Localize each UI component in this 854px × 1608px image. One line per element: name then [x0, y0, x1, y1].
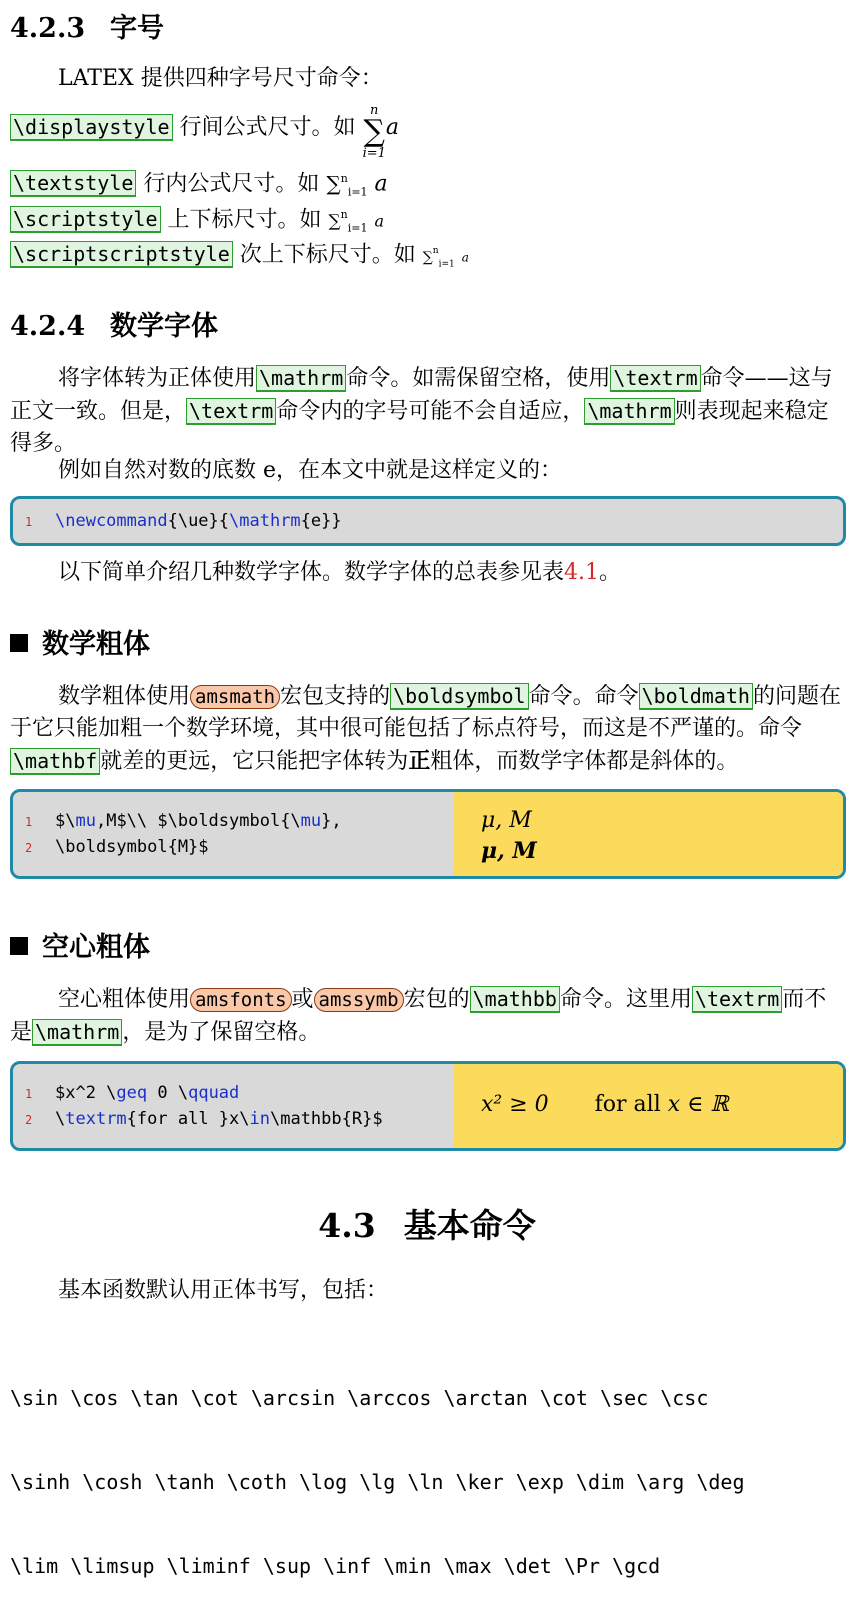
size-desc: 次上下标尺寸。如	[239, 242, 416, 268]
command-code: \scriptscriptstyle	[10, 241, 233, 268]
package-tag: amssymb	[314, 988, 404, 1012]
table-ref-link[interactable]: 4.1	[564, 560, 600, 585]
function-list	[10, 1328, 745, 1608]
section-title: 字号	[110, 13, 164, 44]
code-listing-boldsymbol	[10, 789, 846, 879]
section-number: 4.2.4	[10, 311, 86, 342]
command-code: \textrm	[610, 365, 700, 392]
command-code: \scriptstyle	[10, 206, 161, 233]
paragraph-fonts-intro: 以下简单介绍几种数学字体。数学字体的总表参见表4.1。	[58, 560, 622, 585]
rendered-output: x² ≥ 0 for all x ∈ ℝ	[453, 1064, 843, 1148]
code-line: 1 \newcommand{\ue}{\mathrm{e}}	[13, 499, 843, 535]
command-code: \mathrm	[32, 1019, 122, 1046]
paragraph-bold: 数学粗体使用 amsmath 宏包支持的 \boldsymbol 命令。命令 \boldmath 的问题在于它只能加粗一个数学环境，其中很可能包括了标点符号，而这是不严谨的。命令\mathbf 就差的更远，它只能把字体转为正粗体，而数学字体都是斜体的。	[10, 684, 841, 774]
display-sum-sample: n ∑ i=1	[362, 103, 386, 161]
size-item-scriptscript: \scriptscriptstyle 次上下标尺寸。如 ∑$^n_{i=1}$ a	[10, 235, 844, 281]
paragraph-basic-functions: 基本函数默认用正体书写，包括：	[58, 1278, 389, 1303]
code-listing-newcommand	[10, 496, 846, 546]
size-item-text: \textstyle 行内公式尺寸。如 ∑$^n_{i=1}$ a	[10, 163, 844, 209]
size-desc: 行内公式尺寸。如	[143, 171, 320, 197]
code-line: 2 \boldsymbol{M}$	[25, 837, 209, 857]
command-code: \textstyle	[10, 170, 136, 197]
intro-text: 提供四种字号尺寸命令：	[140, 66, 383, 91]
code-line: 1 $\mu,M$\\ $\boldsymbol{\mu},	[25, 811, 342, 831]
square-bullet-icon	[10, 937, 28, 955]
subsection-blackboard: 空心粗体	[10, 925, 150, 964]
section-number: 4.3	[318, 1206, 376, 1245]
size-desc: 上下标尺寸。如	[167, 207, 322, 233]
square-bullet-icon	[10, 634, 28, 652]
intro-paragraph	[58, 63, 854, 95]
size-item-script: \scriptstyle 上下标尺寸。如 ∑$^n_{i=1}$ a	[10, 199, 844, 245]
paragraph-example: 例如自然对数的底数 e，在本文中就是这样定义的：	[58, 458, 563, 483]
paragraph-blackboard: 空心粗体使用 amsfonts 或 amssymb 宏包的 \mathbb 命令。这里用 \textrm 而不是 \mathrm ，是为了保留空格。	[10, 987, 827, 1045]
section-heading-4-3	[0, 1200, 854, 1247]
section-heading-4-2-4	[10, 304, 218, 343]
section-title: 数学字体	[110, 311, 218, 342]
package-tag: amsmath	[190, 685, 280, 709]
command-code: \displaystyle	[10, 114, 173, 141]
section-number: 4.2.3	[10, 13, 86, 44]
code-listing-mathbb	[10, 1061, 846, 1151]
command-code: \mathrm	[584, 398, 674, 425]
function-list-line: \sinh \cosh \tanh \coth \log \lg \ln \ker \exp \dim \arg \deg	[10, 1470, 745, 1494]
function-list-line: \lim \limsup \liminf \sup \inf \min \max \det \Pr \gcd	[10, 1554, 661, 1578]
function-list-line: \sin \cos \tan \cot \arcsin \arccos \arctan \cot \sec \csc	[10, 1386, 709, 1410]
command-code: \mathbb	[470, 986, 560, 1013]
command-code: \boldmath	[639, 683, 753, 710]
subsection-bold: 数学粗体	[10, 622, 150, 661]
command-code: \mathrm	[256, 365, 346, 392]
line-number: 1	[25, 515, 33, 529]
package-tag: amsfonts	[190, 988, 292, 1012]
paragraph-mathrm: 将字体转为正体使用 \mathrm 命令。如需保留空格，使用 \textrm 命令——这与正文一致。但是， \textrm 命令内的字号可能不会自适应， \mathrm 则表现起来稳定得多。	[10, 366, 833, 456]
code-line: 1 $x^2 \geq 0 \qquad	[25, 1083, 240, 1103]
size-item-display: \displaystyle 行间公式尺寸。如 n ∑ i=1 a	[10, 100, 844, 156]
latex-logo: LATEX	[58, 66, 134, 91]
command-code: \mathbf	[10, 748, 100, 775]
size-desc: 行间公式尺寸。如	[179, 115, 356, 140]
command-code: \textrm	[692, 986, 782, 1013]
command-code: \boldsymbol	[390, 683, 528, 710]
rendered-output: μ, M μ, M	[453, 792, 843, 876]
code-line: 2 \textrm{for all }x\in\mathbb{R}$	[25, 1109, 383, 1129]
command-code: \textrm	[186, 398, 276, 425]
section-heading-4-2-3	[10, 6, 164, 45]
section-title: 基本命令	[403, 1206, 536, 1245]
